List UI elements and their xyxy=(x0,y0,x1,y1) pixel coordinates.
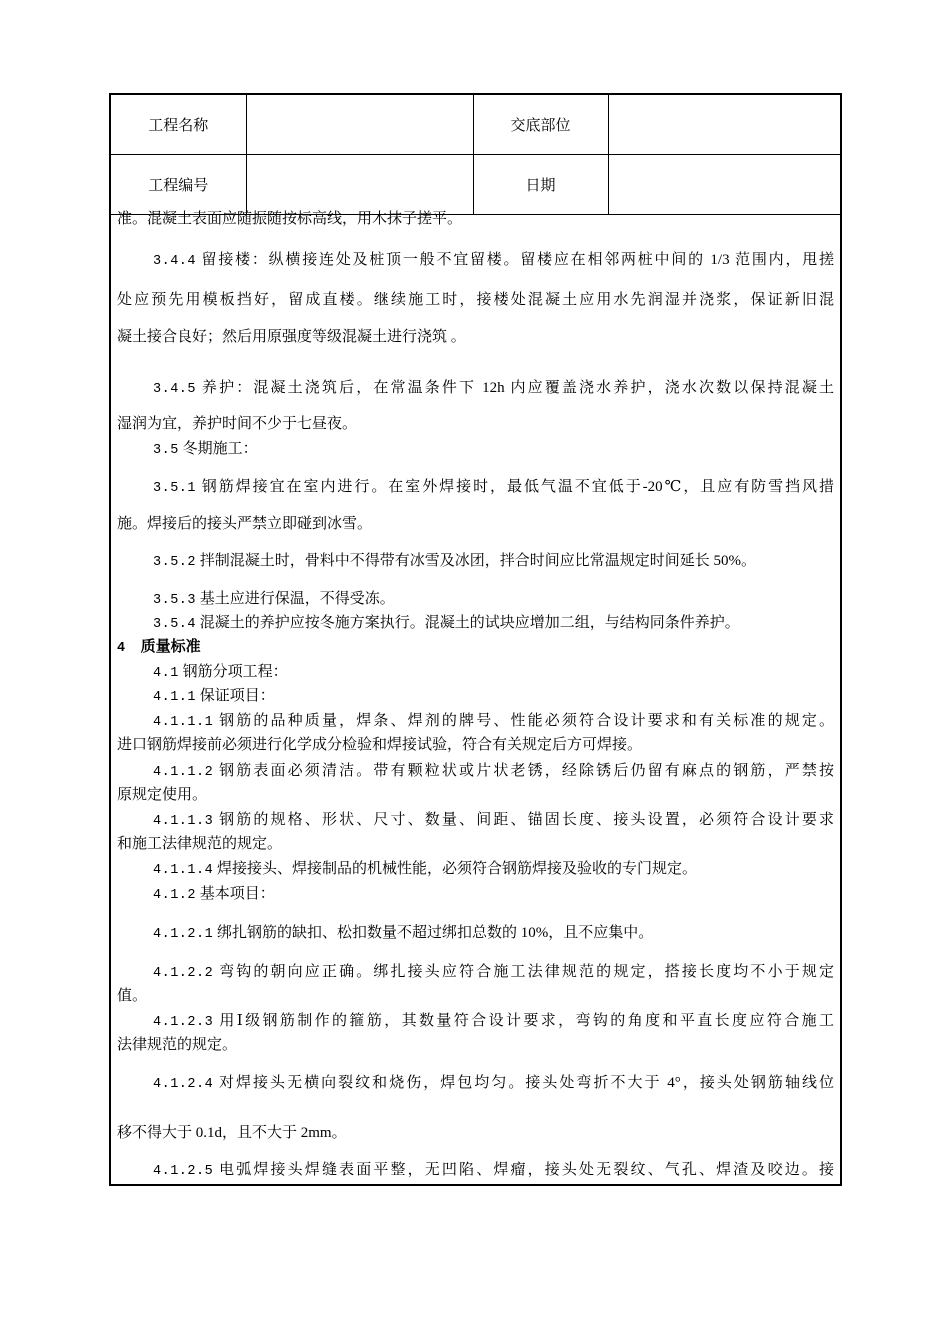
text-line: 4.1.2.1 绑扎钢筋的缺扣、松扣数量不超过绑扣总数的 10%，且不应集中。 xyxy=(153,925,654,942)
text-line: 进口钢筋焊接前必须进行化学成分检验和焊接试验，符合有关规定后方可焊接。 xyxy=(117,737,643,753)
date-value xyxy=(608,155,840,215)
header-table xyxy=(111,95,840,215)
text-line: 处应预先用模板挡好，留成直楼。继续施工时，接楼处混凝土应用水先润湿并浇浆，保证新旧混 xyxy=(117,292,834,308)
text-line: 原规定使用。 xyxy=(117,787,208,803)
text-line: 凝土接合良好；然后用原强度等级混凝土进行浇筑 。 xyxy=(117,329,466,345)
text-line: 3.5.4 混凝土的养护应按冬施方案执行。混凝土的试块应增加二组，与结构同条件养护。 xyxy=(153,615,740,632)
text-line: 4.1.2.3 用Ⅰ级钢筋制作的箍筋，其数量符合设计要求，弯钩的角度和平直长度应符合施工 xyxy=(153,1013,835,1030)
text-line: 4.1.2.5 电弧焊接头焊缝表面平整，无凹陷、焊瘤，接头处无裂纹、气孔、焊渣及咬边。接 xyxy=(153,1162,834,1179)
location-label: 交底部位 xyxy=(473,95,608,155)
text-line: 4.1.1.4 焊接接头、焊接制品的机械性能，必须符合钢筋焊接及验收的专门规定。 xyxy=(153,861,697,878)
text-line: 4.1.2 基本项目： xyxy=(153,886,275,903)
project-name-label: 工程名称 xyxy=(111,95,246,155)
text-line: 3.5 冬期施工： xyxy=(153,441,258,458)
text-line: 4.1.1.2 钢筋表面必须清洁。带有颗粒状或片状老锈，经除锈后仍留有麻点的钢筋，严禁按 xyxy=(153,763,834,780)
text-line: 3.5.2 拌制混凝土时，骨料中不得带有冰雪及冰团，拌合时间应比常温规定时间延长 50%。 xyxy=(153,553,757,570)
document-frame xyxy=(109,93,842,1186)
text-line: 4.1.1.3 钢筋的规格、形状、尺寸、数量、间距、锚固长度、接头设置，必须符合设计要求 xyxy=(153,812,834,829)
text-line: 4.1.1 保证项目： xyxy=(153,688,275,705)
text-line: 准。混凝土表面应随振随按标高线，用木抹子搓平。 xyxy=(117,211,463,227)
project-name-value xyxy=(246,95,473,155)
section-heading: 4 质量标准 xyxy=(117,639,201,656)
text-line: 3.4.4 留接楼：纵横接连处及桩顶一般不宜留楼。留楼应在相邻两桩中间的 1/3 范围内，甩搓 xyxy=(153,252,835,269)
text-line: 3.5.3 基土应进行保温，不得受冻。 xyxy=(153,591,395,608)
project-number-value xyxy=(246,155,473,215)
header-row-1 xyxy=(111,95,840,155)
text-line: 4.1.2.2 弯钩的朝向应正确。绑扎接头应符合施工法律规范的规定，搭接长度均不小于规定 xyxy=(153,964,834,981)
text-line: 4.1.2.4 对焊接头无横向裂纹和烧伤，焊包均匀。接头处弯折不大于 4°，接头处钢筋轴线位 xyxy=(153,1075,834,1092)
header-row-2 xyxy=(111,155,840,215)
location-value xyxy=(608,95,840,155)
text-line: 3.4.5 养护：混凝土浇筑后，在常温条件下 12h 内应覆盖浇水养护，浇水次数以保持混凝土 xyxy=(153,380,835,397)
text-line: 湿润为宜，养护时间不少于七昼夜。 xyxy=(117,416,358,432)
text-line: 移不得大于 0.1d，且不大于 2mm。 xyxy=(117,1125,347,1141)
text-line: 施。焊接后的接头严禁立即碰到冰雪。 xyxy=(117,516,373,532)
project-number-label: 工程编号 xyxy=(111,155,246,215)
text-line: 3.5.1 钢筋焊接宜在室内进行。在室外焊接时，最低气温不宜低于-20℃，且应有防雪挡风措 xyxy=(153,479,835,496)
text-line: 4.1 钢筋分项工程： xyxy=(153,664,288,681)
date-label: 日期 xyxy=(473,155,608,215)
text-line: 值。 xyxy=(117,988,148,1004)
text-line: 和施工法律规范的规定。 xyxy=(117,836,283,852)
text-line: 4.1.1.1 钢筋的品种质量，焊条、焊剂的牌号、性能必须符合设计要求和有关标准的规定。 xyxy=(153,713,834,730)
text-line: 法律规范的规定。 xyxy=(117,1037,238,1053)
